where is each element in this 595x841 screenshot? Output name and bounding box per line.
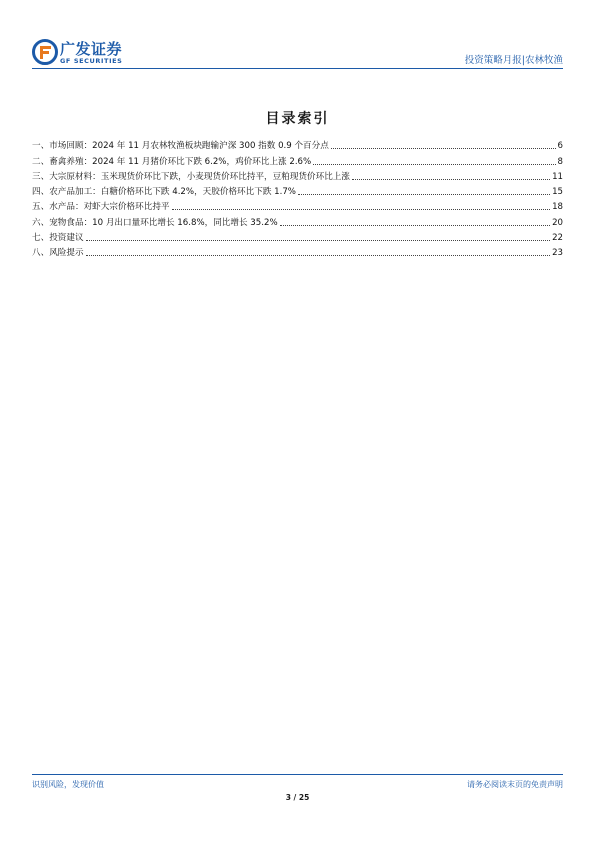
toc-entry-text: 二、畜禽养殖：2024 年 11 月猪价环比下跌 6.2%，鸡价环比上涨 2.6% — [32, 156, 312, 167]
dot-leader — [172, 209, 551, 210]
dot-leader — [86, 240, 550, 241]
toc-entry-page: 20 — [552, 217, 563, 228]
dot-leader — [313, 164, 555, 165]
toc-entry-text: 四、农产品加工：白糖价格环比下跌 4.2%，天胶价格环比下跌 1.7% — [32, 187, 296, 198]
dot-leader — [280, 225, 550, 226]
toc-entry-6[interactable] — [32, 213, 563, 228]
dot-leader — [331, 148, 556, 149]
gf-logo-icon — [32, 39, 58, 65]
toc-entry-page: 15 — [552, 187, 563, 198]
toc-entry-text: 三、大宗原材料：玉米现货价环比下跌，小麦现货价环比持平，豆粕现货价环比上涨 — [32, 171, 350, 182]
toc-entry-8[interactable] — [32, 244, 563, 259]
footer-slogan: 识别风险，发现价值 — [32, 780, 104, 789]
toc-entry-text: 六、宠物食品：10 月出口量环比增长 16.8%，同比增长 35.2% — [32, 217, 278, 228]
toc-entry-2[interactable] — [32, 152, 563, 167]
company-logo — [32, 36, 162, 70]
toc-entry-page: 23 — [552, 248, 563, 259]
toc-entry-4[interactable] — [32, 183, 563, 198]
toc-entry-text: 一、市场回顾：2024 年 11 月农林牧渔板块跑输沪深 300 指数 0.9 个百分点 — [32, 141, 329, 152]
dot-leader — [298, 194, 550, 195]
toc-entry-page: 6 — [557, 141, 563, 152]
toc-entry-page: 22 — [552, 233, 563, 244]
table-of-contents — [32, 137, 563, 259]
toc-entry-page: 8 — [557, 156, 563, 167]
toc-entry-7[interactable] — [32, 229, 563, 244]
page-number: 3 / 25 — [285, 793, 310, 802]
footer-disclaimer-notice: 请务必阅读末页的免责声明 — [467, 780, 563, 789]
toc-entry-5[interactable] — [32, 198, 563, 213]
toc-entry-1[interactable] — [32, 137, 563, 152]
brand-name-cn: 广发证券 — [60, 40, 123, 58]
brand-name-en: GF SECURITIES — [60, 57, 123, 65]
toc-entry-text: 八、风险提示 — [32, 248, 84, 259]
toc-entry-page: 11 — [552, 171, 563, 182]
header-divider — [32, 68, 563, 69]
dot-leader — [86, 255, 550, 256]
footer-divider — [32, 774, 563, 775]
page-header — [32, 36, 563, 70]
toc-title: 目录索引 — [265, 111, 330, 127]
toc-entry-text: 五、水产品：对虾大宗价格环比持平 — [32, 202, 170, 213]
toc-entry-text: 七、投资建议 — [32, 233, 84, 244]
dot-leader — [352, 179, 550, 180]
toc-entry-3[interactable] — [32, 168, 563, 183]
report-category: 投资策略月报|农林牧渔 — [464, 55, 563, 66]
toc-entry-page: 18 — [552, 202, 563, 213]
